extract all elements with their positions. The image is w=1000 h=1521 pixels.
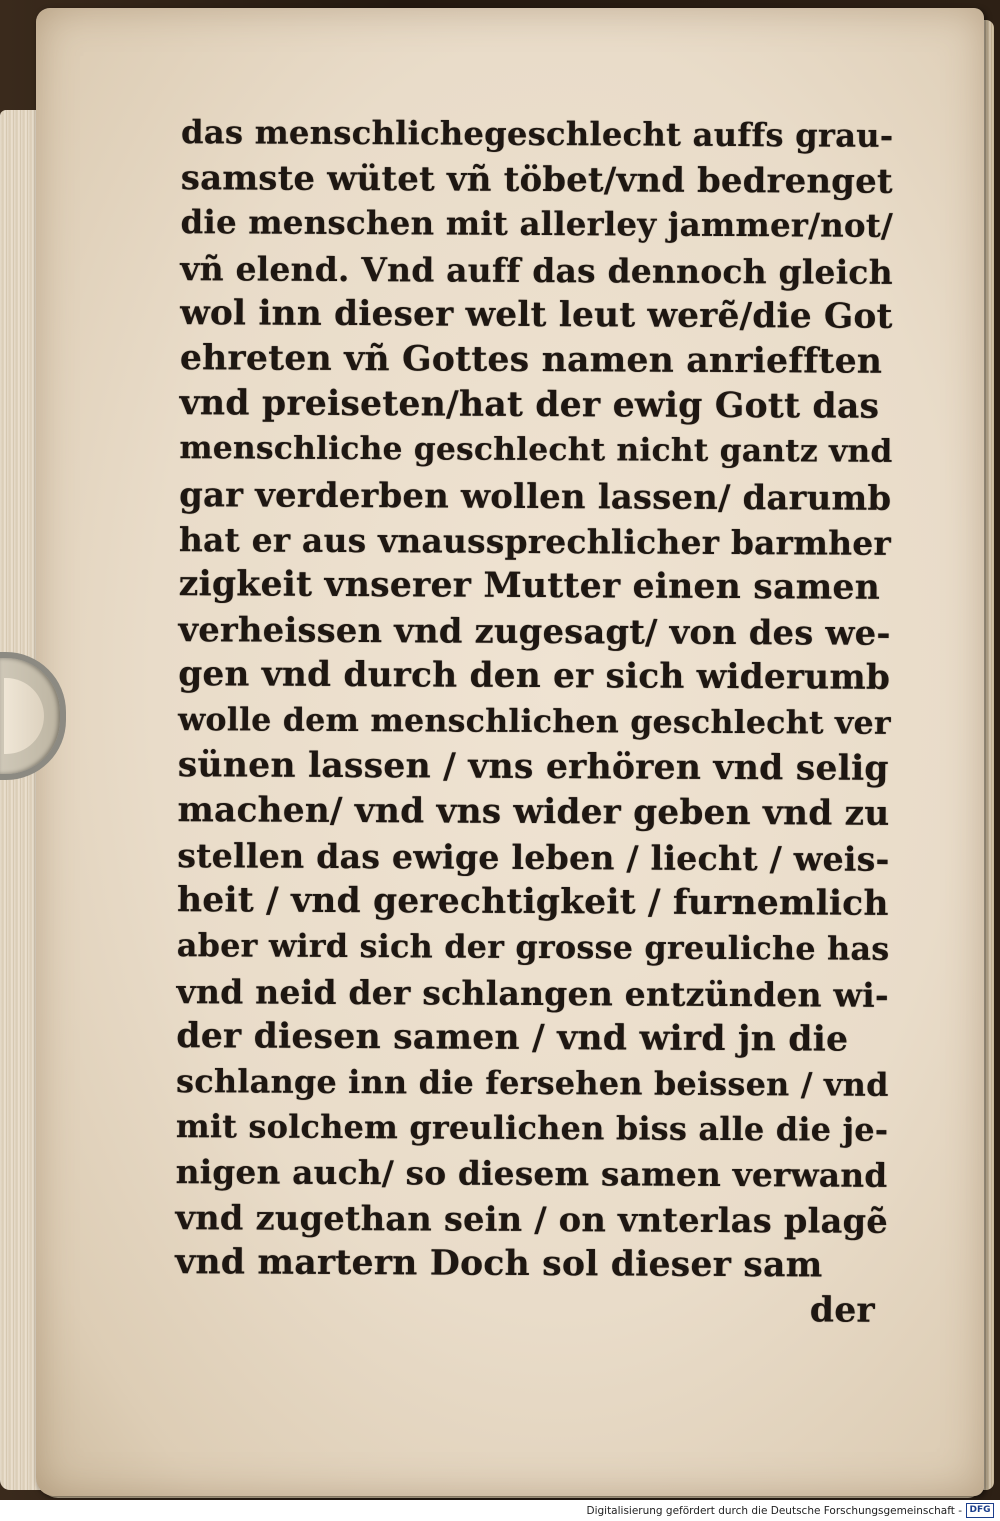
catchword: der [809, 1290, 876, 1331]
text-line: zigkeit vnserer Mutter einen samen [178, 563, 881, 608]
text-line: gen vnd durch den er sich widerumb [178, 654, 891, 699]
dfg-logo-icon: DFG [966, 1503, 994, 1518]
text-line: hat er aus vnaussprechlicher barmher [178, 519, 892, 563]
text-line: samste wütet vñ töbet/vnd bedrenget [180, 157, 893, 202]
text-line: vnd martern Doch sol dieser sam [175, 1241, 823, 1286]
text-line: stellen das ewige leben / liecht / weis- [177, 836, 890, 879]
text-line: aber wird sich der grosse greuliche has [176, 926, 890, 969]
text-line: die menschen mit allerley jammer/not/ [180, 203, 894, 246]
text-line: wolle dem menschlichen geschlecht ver [177, 701, 891, 743]
text-line: ehreten vñ Gottes namen anriefften [179, 338, 883, 382]
text-line: menschliche geschlecht nicht gantz vnd [179, 430, 893, 471]
text-line: verheissen vnd zugesagt/ von des we- [178, 609, 891, 653]
text-line: das menschlichegeschlecht auffs grau- [180, 113, 894, 155]
text-line: schlange inn die fersehen beissen / vnd [176, 1062, 889, 1104]
text-line: sünen lassen / vns erhören vnd selig [177, 744, 889, 789]
funding-notice: Digitalisierung gefördert durch die Deutsche Forschungsgemeinschaft - [586, 1504, 962, 1517]
clasp-opening [4, 678, 44, 754]
text-line: der diesen samen / vnd wird jn die [176, 1015, 849, 1060]
text-line: gar verderben wollen lassen/ darumb [179, 473, 892, 518]
text-line: vnd zugethan sein / on vnterlas plagẽ [175, 1196, 889, 1241]
text-line: vñ elend. Vnd auff das dennoch gleich [180, 248, 893, 292]
text-line: wol inn dieser welt leut werẽ/die Got [180, 292, 893, 337]
blackletter-text-block [175, 110, 901, 1334]
text-line: mit solchem greulichen biss alle die je- [175, 1107, 889, 1149]
text-line: vnd preiseten/hat der ewig Gott das [179, 383, 880, 427]
text-line: nigen auch/ so diesem samen verwand [175, 1152, 888, 1196]
text-line: heit / vnd gerechtigkeit / furnemlich [176, 880, 889, 925]
digitization-footer [0, 1500, 1000, 1521]
text-line: machen/ vnd vns wider geben vnd zu [177, 789, 890, 834]
text-line: vnd neid der schlangen entzünden wi- [176, 971, 889, 1015]
